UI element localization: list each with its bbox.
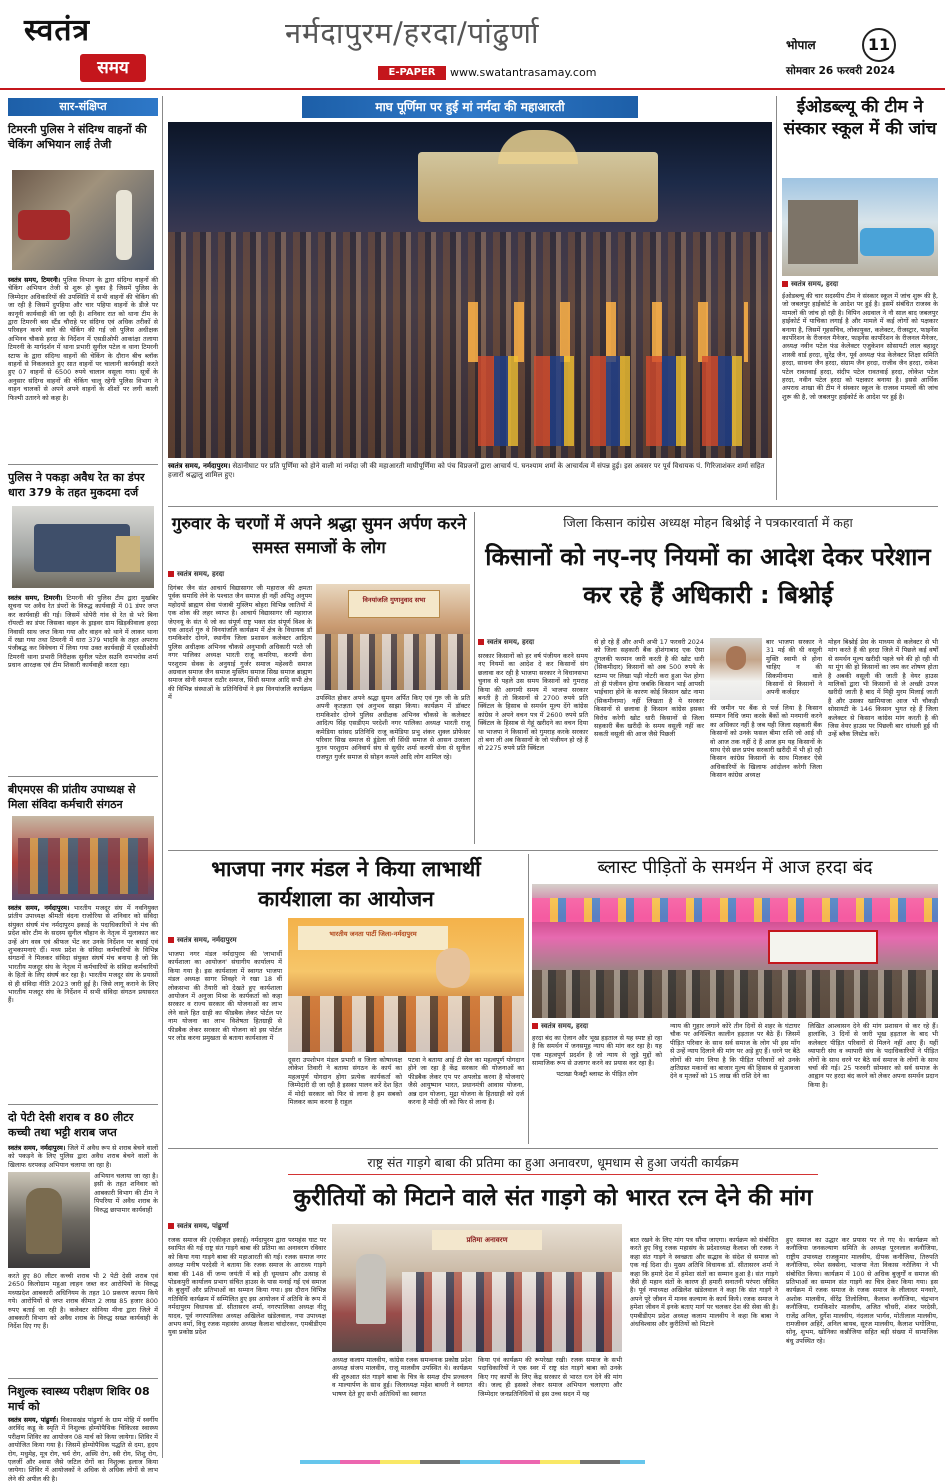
eow-story bbox=[782, 96, 938, 502]
h-divider-3 bbox=[168, 1148, 938, 1149]
divider bbox=[8, 1378, 158, 1379]
epaper-badge bbox=[378, 66, 446, 80]
farmers-headline: किसानों को नए-नए नियमों का आदेश देकर परेशान कर रहे हैं अधिकारी : बिश्नोई bbox=[485, 543, 931, 609]
photo-banner-shape bbox=[768, 930, 878, 964]
sidebar-photo-liquor bbox=[8, 1172, 90, 1268]
sidebar-photo-traffic bbox=[12, 170, 154, 270]
blast-col2: न्याय की गुहार लगाने कोरे तीन दिनों से शहर के घंटाघर चौक पर अनिश्चित कालीन हड़ताल पर बैठे हैं। जिसमें पीड़ित परिवार के साथ सर्व समाज के लोग भी इस माँग से उन्हें न्याय दिलाने की मांग पर अड़े हुए हैं। धरने पर बैठे लोगों की मांग लिया है कि पीड़ित परिवारों को उनके क्षतिग्रस्त मकानों का बाजार मूल्य की हिसाब से मुआवजा देने व मृतकों को 15 लाख की राशि देने का bbox=[670, 1022, 800, 1081]
gadge-photo-banner-text: प्रतिमा अनावरण bbox=[466, 1236, 508, 1244]
sidebar bbox=[8, 96, 158, 1483]
city-label: भोपाल bbox=[786, 38, 816, 52]
photo-building-shape bbox=[788, 200, 858, 264]
v-divider-2 bbox=[474, 512, 475, 844]
gadge-photo-banner bbox=[432, 1230, 542, 1250]
sidebar-item-dateline: स्वतंत्र समय, टिमरनी। bbox=[8, 276, 61, 284]
sidebar-item-text-top: जिले में अवैध रूप से शराब बेचने वालों को पकड़ने के लिए पुलिस द्वारा अवैध शराब बेचने वालों के खिलाफ धरपकड़ अभियान चलाया जा रहा है। bbox=[8, 1144, 158, 1169]
photo-statue-shape bbox=[356, 1254, 386, 1324]
epaper-label: E-PAPER bbox=[388, 67, 436, 78]
blast-headline: ब्लास्ट पीड़ितों के समर्थन में आज हरदा बंद bbox=[597, 857, 873, 878]
sidebar-item-text: विकासखंड पांढुर्णा के ग्राम मोहि में स्वर्गीय अरविंद कडू के स्मृति में निशुल्क होम्योपैथिक चिकित्सा स्वास्थ्य परीक्षण शिविर का आयोजन 08 मार्च को किया जायेगा। शिविर में आयोजित किया गया है। जिसमें होम्योपैथिक पद्धति से दमा, हृदय रोग, मधुमेह, मूत्र रोग, चर्म रोग, अस्थि रोग, स्त्री रोग, शिशु रोग, एलर्जी और श्वास जैसे जटिल रोगों का निशुल्क इलाज किया जायेगा। शिविर में आयोजकों ने अधिक से अधिक लोगों से लाभ लेने की अपील की है। bbox=[8, 1416, 158, 1483]
gadge-col1: रजक समाज की (एकीकृत इकाई) नर्मदापुरम द्वारा परमहंस घाट पर स्थापित की गई राष्ट्र संत गाड़गे बाबा की प्रतिमा का अनावरण रविवार को किया गया गाड़गे बाबा की महाआरती की गई। रजक समाज नगर अध्यक्ष मनीष परदेसी ने बताया कि रजक समाज के आराध्य गाड़गे बाबा की 148 वीं जन्म जयंती में बड़े ही धूमधाम और उत्साह से पोडकपुरी कार्यालय प्रभाग संचित हाउस के पास मनाई गई एवं समाज के बुजुर्गों और प्रतिभाओं का सम्मान किया गया। इस दौरान विभिन्न गतिविधि कार्यक्रम में सम्मिलित हुए इस आयोजन में अतिथि के रूप में नर्मदापुरम विधायक डॉ. सीतासरन शर्मा, नगरपालिका अध्यक्ष नीतू यादव, पूर्व नगरपालिका अध्यक्ष अखिलेश खंडेलवाल, नपा उपाध्यक्ष अभय वर्मा, विधु रजक महासंघ अध्यक्ष कैलाश चांदोरकर, एमबीडीएम युवा प्रकोष्ठ प्रदेश bbox=[168, 1236, 326, 1337]
shraddha-dateline-text: स्वतंत्र समय, हरदा bbox=[177, 570, 225, 578]
blast-col3: लिखित आश्वासन देने की मांग प्रशासन से कर रहे हैं। हालांकि, 3 दिनों से जारी भूख हड़ताल के बाद भी कलेक्टर पीड़ित परिवारों से मिलने नहीं आए हैं। यहीं व्यापारी संघ व व्यापारी संघ के पदाधिकारियों ने पीड़ित लोगों के साथ धरने पर बैठे सर्व समाज के लोगों के साथ चर्चा की गई। 25 फरवरी सोमवार को सर्व समाज के आह्वान पर हरदा बंद करने को लेकर अपना समर्थन प्रदान किया है। bbox=[808, 1022, 938, 1089]
bjp-story bbox=[168, 854, 524, 1146]
masthead bbox=[0, 0, 945, 90]
divider bbox=[8, 464, 158, 465]
gadge-col3: किया एवं कार्यक्रम की रूपरेखा रखी। रजक समाज के सभी पदाधिकारियों ने एक स्वर में राष्ट्र संत गाड़गे बाबा को उनके किए गए कार्यों के लिए केंद्र सरकार से भारत रत्न देने की मांग की। जल्द ही इसको लेकर समाज अभियान चलाएगा और जिम्मेदार जनप्रतिनिधियों से इस उच्च सदन में यह bbox=[478, 1356, 622, 1398]
photo-face-shape bbox=[726, 646, 746, 670]
page-number: 11 bbox=[862, 28, 896, 62]
sidebar-item-bms bbox=[8, 782, 158, 1100]
shraddha-photo-banner bbox=[348, 590, 440, 618]
sidebar-item-body bbox=[8, 594, 158, 774]
sidebar-header bbox=[8, 98, 158, 116]
sidebar-item-headline: बीएमएस की प्रांतीय उपाध्यक्ष से मिला संविदा कर्मचारी संगठन bbox=[8, 783, 136, 811]
gadge-col2: अध्यक्ष कलाम मालवीय, कांग्रेस रजक समन्वयक प्रकोष्ठ प्रदेश अध्यक्ष संजय मालवीय, राजू मालवीय उपस्थित थे। कार्यक्रम की शुरुआत संत गाड़गे बाबा के चित्र के समक्ष दीप प्रज्वलन व माल्यार्पण के साथ हुई। जिलाध्यक्ष महेश बाथरी ने स्वागत भाषण देते हुए सभी अतिथियों का स्वागत bbox=[332, 1356, 472, 1398]
photo-people-shape bbox=[288, 996, 524, 1052]
blast-col1 bbox=[532, 1034, 662, 1144]
gadge-kicker: राष्ट्र संत गाड़गे बाबा की प्रतिमा का हुआ अनावरण, धूमधाम से हुआ जयंती कार्यक्रम bbox=[367, 1155, 739, 1170]
print-color-bar bbox=[300, 1460, 645, 1464]
bjp-col3: पटवा ने बताया आई टी सेल का महत्वपूर्ण योगदान होने जा रहा है केंद्र सरकार की योजनाओं का फीडबैक लेकर एप पर अपलोड करना है योजनाएं जैसे आयुष्मान भारत, प्रधानमंत्री आवास योजना, अन्न दान योजना, मुद्रा योजना के हितग्राही को दर्ज करना है मोदी जी को फिर से लाना है। bbox=[408, 1056, 524, 1107]
bjp-photo bbox=[288, 918, 524, 1052]
gadge-col5: हुए समाज का उद्धार कर प्रयास पर ले गए थे। कार्यक्रम को कनौजिया जनकल्याण समिति के अध्यक्ष पूरनलाल कनौजिया, राष्ट्रीय उपाध्यक्ष राजकुमार मालवीय, दीपक कनौजिया, तिरुपति कनौजिया, रमेश सक्सेना, भाजपा नेता विकास नरोलिया ने भी संबोधित किया। कार्यक्रम में 100 से अधिक बुजुर्गों व समाज की प्रतिभाओं का सम्मान संत गाड़गे का चित्र देकर किया गया। इस कार्यक्रम में रजक समाज के रजक समाज के लीलाधर मनवारे, अशोक मालवीय, वीरेंद्र तिलोलिया, कैलाश कनौजिया, चंद्रभान कनौजिया, रामकिशोर मालवीय, अजित चौधरी, शंकर परदेसी, राजेंद्र अनिल, दुर्गेश मालवीय, नंदलाल भार्गव, मोतीलाल मालवीय, रामजीवन अहिरे, अनिल बायब, सूरज मालवीय, कैलाश भगोलिया, सोनू, शुभम, खोनिका कन्नौजिया सहित बड़ी संख्या में सामाजिक बंधु उपस्थित रहे। bbox=[786, 1236, 938, 1345]
banner-divider bbox=[776, 96, 777, 500]
blast-photo bbox=[532, 884, 938, 1018]
shraddha-body-left: दिगंबर जैन संत आचार्य विद्यासागर जी महाराज की क्षमता पूर्वक समाधि लेने के पश्चात जैन समाज ही नहीं अपितु अनुपम महोदयों ब्राह्मण सेवा पंजाबी मुस्लिम बोहरा विभिन्न जातियों में एक शोक की लहर व्याप्त है। आचार्य विद्यासागर जी महाराज जेएनयू के संत थे जो का संपूर्ण राष्ट्र भक्त संत संपूर्ण विश्व के एक आदर्श गुरु थे विनयांजलि कार्यक्रम में क्षेत्र के विधायक डॉ रामकिशोर दोगने, स्थानीय जिला प्रशासन कलेक्टर आदित्य पुलिस अधीक्षक अभिनव चौकसे अनुभावी अधिकारी परते जी नगर पालिका अध्यक्ष भारती राजू कमरिया, करणी सेना परशुराम सेवक के अनुयाई गुर्जर समाज महेश्वरी समाज अग्रवाल समाज जैन समाज मुस्लिम समाज सिख समाज ब्राह्मण समाज सोनी समाज राठौर समाज, सिंधी समाज आदि सभी क्षेत्र की विभिन्न संस्थाओं के प्रतिनिधियों ने इस विनयांजलि कार्यक्रम में bbox=[168, 584, 312, 702]
h-divider-1 bbox=[168, 506, 938, 507]
shraddha-photo bbox=[316, 584, 470, 690]
bjp-photo-banner-text: भारतीय जनता पार्टी जिला-नर्मदापुरम bbox=[329, 930, 417, 938]
byline-square-icon bbox=[168, 937, 174, 943]
sidebar-item-headline: निशुल्क स्वास्थ्य परीक्षण शिविर 08 मार्च को bbox=[8, 1385, 150, 1413]
shraddha-story bbox=[168, 512, 470, 848]
photo-officer-shape bbox=[116, 190, 132, 260]
farmers-col3-top: बार भाजपा सरकार ने 31 मई की थी वसूली मुक्ति स्वामी से होना चाहिए न की सिकमीनामा वाले किसानों से किसानों ने अपनी कर्जदार bbox=[766, 638, 822, 697]
sidebar-divider bbox=[162, 96, 163, 1458]
sidebar-item-body-side bbox=[94, 1172, 158, 1268]
logo-bottom-box bbox=[80, 54, 146, 82]
gadge-rule bbox=[288, 1174, 818, 1175]
photo-priests-shape bbox=[478, 356, 758, 446]
sidebar-header-label: सार-संक्षिप्त bbox=[59, 100, 107, 113]
blast-dateline-text: स्वतंत्र समय, हरदा bbox=[541, 1022, 589, 1030]
sidebar-item-liquor bbox=[8, 1110, 158, 1376]
divider bbox=[8, 776, 158, 777]
shraddha-dateline bbox=[168, 570, 224, 579]
photo-people-shape bbox=[402, 1272, 622, 1352]
shraddha-body-right: उपस्थित होकर अपने श्रद्धा सुमन अर्पित किए एवं गुरु जी के प्रति अपनी कृतज्ञता एवं अनुभव साझा किया। कार्यक्रम में डॉक्टर रामकिशोर दोगने पुलिस अधीक्षक अभिनव चौकसे के कलेक्टर आदित्य सिंह एसडीएम परदेशी नगर पालिका अध्यक्ष भारती राजू कमेडिया सांसद प्रतिनिधि राजू कमेडिया प्रभु शंकर शुक्ल प्रोफेसर परिवार सिख समाज से डूंडेला जी सिंधी समाज से आसन उजाला नूतन परशुराम अनिवार्य संघ से सुधीर शर्मा करणी सेना से सुनील राजपूत गुर्जर समाज से सोहन कमले आदि लोग शामिल रहे। bbox=[316, 694, 470, 761]
eow-body: ईओडब्ल्यू की चार सदस्यीय टीम ने संस्कार स्कूल में जांच शुरू की है, जो जबलपुर हाईकोर्ट के आदेश पर हुई है। इसमें संबंधित राजस्व के मामलों की जांच हो रही है। विपिन अग्रवाल ने नौ साल बाद जबलपुर हाईकोर्ट में याचिका लगाई है और मामले में कई लोगों को पक्षकार बनाया है, जिसमें गृहसचिव, लोकायुक्त, कलेक्टर, रीजस्ट्रार, फाइनेंस कार्पोरेशन के रीजनल मैनेजर, फाइनेंस कार्पोरेशन के रीजनल मैनेजर, अध्यक्ष नवीन पटेल फंड केलेक्टर एजुकेशन सोसायटी लाल बहादुर शास्त्री वार्ड हरदा, सुरेंद्र जैन, पूर्व अध्यक्ष फंड केलेक्टर शिक्षा समिति हरदा, साधना जैन हरदा, संग्राम जैन हरदा, राजीव जैन हरदा, राकेश पटेल रावतवाई हरदा, संदीप पटेल रावतवाई हरदा, लोकेश पटेल हरदा, नवीन पटेल हरदा को पक्षकार बनाया है। इससे आर्थिक अपराध शाखा की टीम ने संस्कार स्कूल के राजस्व मामलों की जांच शुरू की है, जो जबलपुर हाईकोर्ट के आदेश पर हुई है। bbox=[782, 292, 939, 401]
byline-square-icon bbox=[168, 571, 174, 577]
gadge-story bbox=[168, 1152, 938, 1458]
farmers-portrait bbox=[710, 638, 762, 700]
photo-crowd-shape bbox=[532, 970, 938, 1018]
byline-square-icon bbox=[478, 639, 484, 645]
photo-tent-shape bbox=[532, 898, 938, 922]
h-divider-2 bbox=[168, 850, 938, 851]
gadge-dateline-text: स्वतंत्र समय, पांढुर्णा bbox=[177, 1222, 229, 1230]
v-divider-3 bbox=[528, 854, 529, 1144]
aarti-story bbox=[168, 94, 772, 502]
photo-tank-shape bbox=[860, 228, 934, 256]
sidebar-item-text: भारतीय मजदूर संघ में नवनियुक्त प्रांतीय उपाध्यक्ष श्रीमती वंदना राजोरिया से शनिवार को संविदा संयुक्त संघर्ष मंच नर्मदापुरम इकाई के पदाधिकारियों ने मंच की प्रदेश कोर टीम के सदस्य सुनील चौहान के नेतृत्व में मुलाकात कर उन्हें अंग वस्त्र एवं श्रीफल भेंट कर उनके निर्देशन पर बधाई एवं शुभकामनाएं दीं। मध्य प्रदेश के संविदा कर्मचारियों के विभिन्न संगठनों ने मिलकर संविदा संयुक्त संघर्ष मंच बनाया है जो कि भारतीय मजदूर संघ के नेतृत्व में कर्मचारियों के संविदा कर्मचारियों के हितों के लिए संघर्ष कर रहा है। भारतीय मजदूर संघ के प्रयासों से ही संविदा नीति 2023 जारी हुई है। जिसे लागू कराने के लिए भारतीय मजदूर संघ के निर्देशन में सभी संविदा संगठन प्रयासरत हैं। bbox=[8, 904, 158, 1005]
sidebar-item-body bbox=[8, 1416, 158, 1483]
gadge-headline: कुरीतियों को मिटाने वाले संत गाड़गे को भारत रत्न देने की मांग bbox=[293, 1185, 813, 1211]
blast-col1-last: पटाखा फैक्ट्री ब्लास्ट के पीड़ित लोग bbox=[556, 1069, 638, 1078]
aarti-ribbon-text: माघ पूर्णिमा पर हुई मां नर्मदा की महाआरती bbox=[375, 100, 565, 114]
sidebar-item-vehicle-check bbox=[8, 122, 158, 458]
bjp-dateline-text: स्वतंत्र समय, नर्मदापुरम bbox=[177, 936, 237, 944]
sidebar-item-text-side: अभियान चलाया जा रहा है। इसी के तहत शनिवार को आबकारी विभाग की टीम ने पिपरिया में अवैध शराब के विरुद्ध छापामार कार्यवाही bbox=[94, 1172, 158, 1214]
eow-dateline-text: स्वतंत्र समय, हरदा bbox=[791, 280, 839, 288]
sidebar-item-dateline: स्वतंत्र समय, पांढुर्णा। bbox=[8, 1416, 59, 1424]
masthead-rule bbox=[0, 88, 945, 90]
farmers-dateline-text: स्वतंत्र समय, हरदा bbox=[487, 638, 535, 646]
farmers-dateline bbox=[478, 638, 534, 647]
photo-crowd-shape bbox=[316, 634, 470, 690]
bjp-col1: भाजपा नगर मंडल नर्मदापुरम की 'लाभार्थी कार्यशाला का आयोजन' संघागीय कार्यालय में किया गया है। इस कार्यशाला में स्वागत भाजपा मंडल अध्यक्ष सागर शिवहरे ने रखा 18 वीं लोकसभा की तैयारी को देखते हुए कार्यशाला आयोजन में अनुजा मिश्रा के कार्यकर्ता को कहा सरकार व राज्य सरकार की योजनाओं का लाभ लेने वाले हित ग्राही का फीडबैक लेकर पोर्टल पर नाम योजना का लाभ विशेषता हितग्राही से फीडबैक लेकर सरकार की योजना को इस पोर्टल पर लोड करना प्रमुखता से बताया कार्यशाला में bbox=[168, 950, 282, 1043]
sidebar-item-health-camp bbox=[8, 1384, 158, 1483]
sidebar-item-text: टिमरनी की पुलिस टीम द्वारा मुखबिर सूचना पर अवैध रेत डंपरों के विरुद्ध कार्यवाही में 01 डंपर जप्त कर कार्यवाही की गई। जिसमें थोपेरी गांव से रेत से भरे बिना रॉयल्टी का डंपर जिसका वाहन के ड्राइवर ग्राम खिड़कीवाला हरदा निवासी साथ जप्त किया गया और वाहन को थाने में लाकर थाना में रखा गया तथा टिमरनी में धारा 379 भादवि के तहत अपराध पंजीबद्ध कर विवेचना में लिया गया उक्त कार्यवाही में एसडीओपी टिमरनी थाना प्रभारी निरीक्षक सुनील पटेल सउनि रामभरोस शर्मा प्रधान आरक्षक एवं टीम शिकारी कार्यवाही करता रहा। bbox=[8, 594, 158, 670]
blast-story bbox=[532, 854, 938, 1146]
blast-col1-text: हरदा बंद का ऐलान और भूख हड़ताल से यह स्पष्ट हो रहा है कि समर्थन में जनसमूह न्याय की मांग कर रहा है। यह एक महत्वपूर्ण प्रदर्शन है जो न्याय से जुड़े मुद्दों को सामाजिक रूप से उजागर करने का प्रयास कर रहा है। bbox=[532, 1034, 662, 1068]
sidebar-item-sand-dumper bbox=[8, 470, 158, 776]
farmers-kicker: जिला किसान कांग्रेस अध्यक्ष मोहन बिश्नोई ने पत्रकारवार्ता में कहा bbox=[563, 515, 853, 530]
farmers-col1: सरकार किसानों को हर वर्ष पंजीयन करने समय नए नियमों का आदेश दे कर किसानों संग छलावा कर रही है भाजपा सरकार ने विधानसभा चुनाव से पहले उस समय किसानों को गुमराह किया की आगामी समय में भाजपा सरकार बनती है तो किसानों से 2700 रुपये प्रति क्विंटल के हिसाब से समर्थन मूल्य देंगे कांग्रेस कांग्रेस ने अपने वचन पत्र में 2600 रुपये प्रति क्विंटल के हिसाब से गेहूं खरीदने का वचन दिया था भाजपा ने किसानों को गुमराह करके सरकार तो बना ली अब किसानों के जो पंजीयन हो रहे हैं वो 2275 रुपये प्रति क्विंटल bbox=[478, 652, 588, 753]
farmers-col4: मोहन बिश्नोई प्रेस के माध्यम से कलेक्टर से भी मांग करते हैं की हरदा जिले में पिछले कई वर्षों से समर्थन मूल्य खरीदी पहले चने की हो रही थी या मूंग की हो किसानों का जम कर शोषण होता है अबकी वसूली की जाती है वेयर हाउस मालिकों द्वारा भी किसानों से ले अच्छी उपज खरीदी जाती है बाद में मिट्टी मुरम मिलाई जाती है और उसका खामियाजा आज भी चौकड़ी सोसायटी के 146 किसान भुगत रहे हैं जिला कलेक्टर से किसान कांग्रेस मांग करती है की जिस वेयर हाउस पर पिछली बार धांधली हुई थी उन्हें ब्लैक लिस्टेड करें। bbox=[828, 638, 938, 739]
edition-title: नर्मदापुरम/हरदा/पांढुर्णा bbox=[285, 16, 540, 50]
bjp-photo-banner bbox=[298, 926, 448, 950]
photo-cab-shape bbox=[116, 536, 140, 572]
shraddha-photo-banner-text: विनयांजलि गुणानुवाद सभा bbox=[362, 596, 426, 604]
byline-square-icon bbox=[782, 281, 788, 287]
photo-officer-shape bbox=[26, 1188, 62, 1254]
farmers-story bbox=[478, 512, 938, 848]
shraddha-headline: गुरुवार के चरणों में अपने श्रद्धा सुमन अर्पण करने समस्त समाजों के लोग bbox=[171, 514, 467, 557]
eow-photo bbox=[782, 178, 938, 276]
farmers-col2: से हो रहे हैं और अभी अभी 17 फरवरी 2024 को जिला सहकारी बैंक होशंगाबाद एक ऐसा तुगलकी फरमान जारी करती है की खोट धारी (सिकमीदार) किसानों को अब 500 रुपये के स्टाम्प पर लिखा पढ़ी नोटरी करा हुआ पेश होगा तो ही पंजीयन होगा जबकि किसान भाई आपसी भाईचारा होने के कारण कोई किसान खोट नामा (सिकमीनामा) नहीं लिखता है ये सरकार किसानों से छलावा है किसान कांग्रेस इसका विरोध करेगी खोट धारी किसानों से जिला सहकारी बैंक खरीदी के समय वसूली नहीं कर सकती वसूली की आज जैसे पिछली bbox=[594, 638, 704, 739]
sidebar-item-headline: दो पेटी देसी शराब व 80 लीटर कच्ची तथा भट्टी शराब जप्त bbox=[8, 1111, 134, 1139]
aarti-caption bbox=[168, 462, 772, 498]
aarti-photo bbox=[168, 122, 772, 458]
gadge-dateline bbox=[168, 1222, 229, 1231]
photo-people-row bbox=[18, 838, 148, 894]
sidebar-item-body bbox=[8, 276, 158, 458]
eow-headline: ईओडब्ल्यू की टीम ने संस्कार स्कूल में की जांच bbox=[783, 97, 937, 139]
sidebar-item-headline: पुलिस ने पकड़ा अवैध रेत का डंपर धारा 379 के तहत मुकदमा दर्ज bbox=[8, 471, 145, 499]
photo-temple-dome bbox=[498, 130, 578, 164]
bjp-col2: दूसरा उपशोभन मंडल प्रभारी व जिला कोषाध्यक्ष लोकेश तिवारी ने बताया संगठन के कार्य का महत्वपूर्ण योगदान होगा प्रत्येक कार्यकर्ता को जिम्मेदारी दी जा रही है इसका पालन करें देश हित में मोदी सरकार को फिर से लाना है हम सबको मिलकर काम करना है राहुल bbox=[288, 1056, 402, 1107]
divider bbox=[8, 1104, 158, 1105]
sidebar-item-body bbox=[8, 904, 158, 1098]
logo-top: स्वतंत्र bbox=[24, 13, 91, 48]
gadge-col4: बात रखने के लिए मांग पत्र सौंपा जाएगा। कार्यक्रम को संबोधित करते हुए विधु रजक महासंघ के प्रदेशाध्यक्ष कैलाश जी रजक ने कहा संत गाड़गे ने स्वच्छता और सद्भाव के संदेश से समाज को एक नई दिशा दी। मुख्य अतिथि विधायक डॉ. सीतासरन शर्मा ने कहा कि हमारे देश में हमेशा संतों का सम्मान हुआ है। संत गाड़गे जैसे ही महान संतों के कारण ही हमारी सनातनी परंपरा जीवित है। पूर्व नपाध्यक्ष अखिलेश खंडेलवाल ने कहा कि संत गाड़गे ने अपने पूरे जीवन में मानव कल्याण के कार्य किये। रजक समाज ने हमेशा जीवन में इनके बताए मार्ग पर चलकर देश की सेवा की है। एमबीडीएम प्रदेश अध्यक्ष कलाम मालवीय ने कहा कि बाबा ने अंधविश्वास और कुरीतियों को मिटाने bbox=[630, 1236, 778, 1329]
logo bbox=[24, 14, 154, 86]
sidebar-item-text-bottom: करते हुए 80 लीटर कच्ची शराब भी 2 पेटी देसी शराब एवं 2650 किलोग्राम महुआ लाहन जब्त कर आरोपियों के विरुद्ध मध्यप्रदेश आबकारी अधिनियम के तहत 10 प्रकरण कायम किये गये। आरोपियों से जप्त शराब कीमत 2 लाख 85 हजार 800 रुपए बताई जा रही है। कलेक्टर सोनिया मीना द्वारा जिले में आबकारी विभाग को अवैध शराब के विरुद्ध सख्त कार्यवाही के निर्देश दिए गए हैं। bbox=[8, 1272, 158, 1331]
bjp-headline: भाजपा नगर मंडल ने किया लाभार्थी कार्यशाला का आयोजन bbox=[211, 857, 481, 911]
sidebar-item-body-bottom bbox=[8, 1272, 158, 1374]
aarti-ribbon bbox=[302, 96, 638, 118]
sidebar-item-dateline: स्वतंत्र समय, नर्मदापुरम। bbox=[8, 1144, 66, 1152]
byline-square-icon bbox=[532, 1023, 538, 1029]
aarti-caption-text: सेठानीघाट पर प्रति पूर्णिमा को होने वाली मां नर्मदा जी की महाआरती माघीपूर्णिमा को पंच विप्रजनों द्वारा आचार्य पं. घनश्याम शर्मा के आचार्यत्व में संपन्न हुई। इस अवसर पर पूर्व विधायक पं. गिरिजाशंकर शर्मा सहित हजारों श्रद्धालु शामिल हुए। bbox=[168, 462, 765, 479]
sidebar-photo-bms bbox=[12, 816, 154, 900]
sidebar-item-dateline: स्वतंत्र समय, टिमरनी। bbox=[8, 594, 63, 602]
issue-date: सोमवार 26 फरवरी 2024 bbox=[786, 65, 895, 77]
farmers-col3-bottom: की जमीन पर बैंक से पर्ज लिया है किसान सम्मान निधि जमा करके बैंकों को मनमानी करने का अधिकार नहीं है जब यही जिला सहकारी बैंक किसानों को उनके फसल बीमा राशि जो आई थी वो आज तक नहीं दे हैं आज हम यह किसानों के साथ ऐसे छल प्रपंच सरकारी खरीदी में भी हो रही किसान कांग्रेस किसानों के साथ मिलकर ऐसे अधिकारियों के खिलाफ आंदोलन करेगी जिला किसान कांग्रेस अध्यक्ष bbox=[710, 704, 822, 780]
aarti-caption-dateline: स्वतंत्र समय, नर्मदापुरम। bbox=[168, 462, 231, 470]
website-link[interactable]: www.swatantrasamay.com bbox=[450, 66, 597, 79]
sidebar-item-dateline: स्वतंत्र समय, नर्मदापुरम। bbox=[8, 904, 70, 912]
sidebar-item-headline: टिमरनी पुलिस ने संदिग्ध वाहनों की चेकिंग अभियान लाई तेजी bbox=[8, 123, 147, 151]
photo-aarti-flames bbox=[468, 302, 748, 362]
byline-square-icon bbox=[168, 1223, 174, 1229]
gadge-photo bbox=[332, 1224, 622, 1352]
blast-dateline bbox=[532, 1022, 588, 1031]
eow-dateline bbox=[782, 280, 938, 289]
sidebar-item-text: पुलिस विभाग के द्वारा संदिग्ध वाहनों की चेकिंग अभियान तेजी से शुरू हो चुका है जिसमें पुलिस के जिम्मेदार अधिकारियों की उपस्थिति में सभी वाहनों की चेकिंग की जा रही है जिसमें दुपहिया और चार पहिया वाहनों के डीजे पर कानूनी कार्यवाही की जा रही है। शनिवार रात को थाना टीम के द्वारा टिमरनी बस स्टैंड चौराहे पर संदिग्ध एवं अधिक तरीकों से परिवहन करने वाले की चेकिंग की गई जो पुलिस अधीक्षक अभिनव चौकसे हरदा के निर्देशन में एसडीओपी आकांक्षा तलाया टिमरनी के मार्गदर्शन में थाना प्रभारी सुनील पटेल व थाना टिमरनी स्टाफ के द्वारा संदिग्ध वाहनों की चेकिंग के दौरान बीच ब्लॉक वाहनों से निकलवाते हुए सात वाहनों पर चालानी कार्यवाही करते हुए 07 वाहनों से 6500 रुपये चालान वसूला गया। सूत्रों के अनुसार संदिग्ध वाहनों की चेकिंग चालू रहेगी पुलिस विभाग ने वाहन चालकों से अपने अपने वाहनों के शीशों पर लगी काली फिल्मी उतारने को कहा है। bbox=[8, 276, 158, 402]
sidebar-photo-dumper bbox=[12, 506, 154, 588]
sidebar-item-body-top bbox=[8, 1144, 158, 1170]
photo-portrait-shape bbox=[436, 948, 470, 988]
logo-bottom: समय bbox=[97, 58, 129, 78]
bjp-dateline bbox=[168, 936, 237, 945]
photo-car-shape bbox=[18, 210, 70, 240]
